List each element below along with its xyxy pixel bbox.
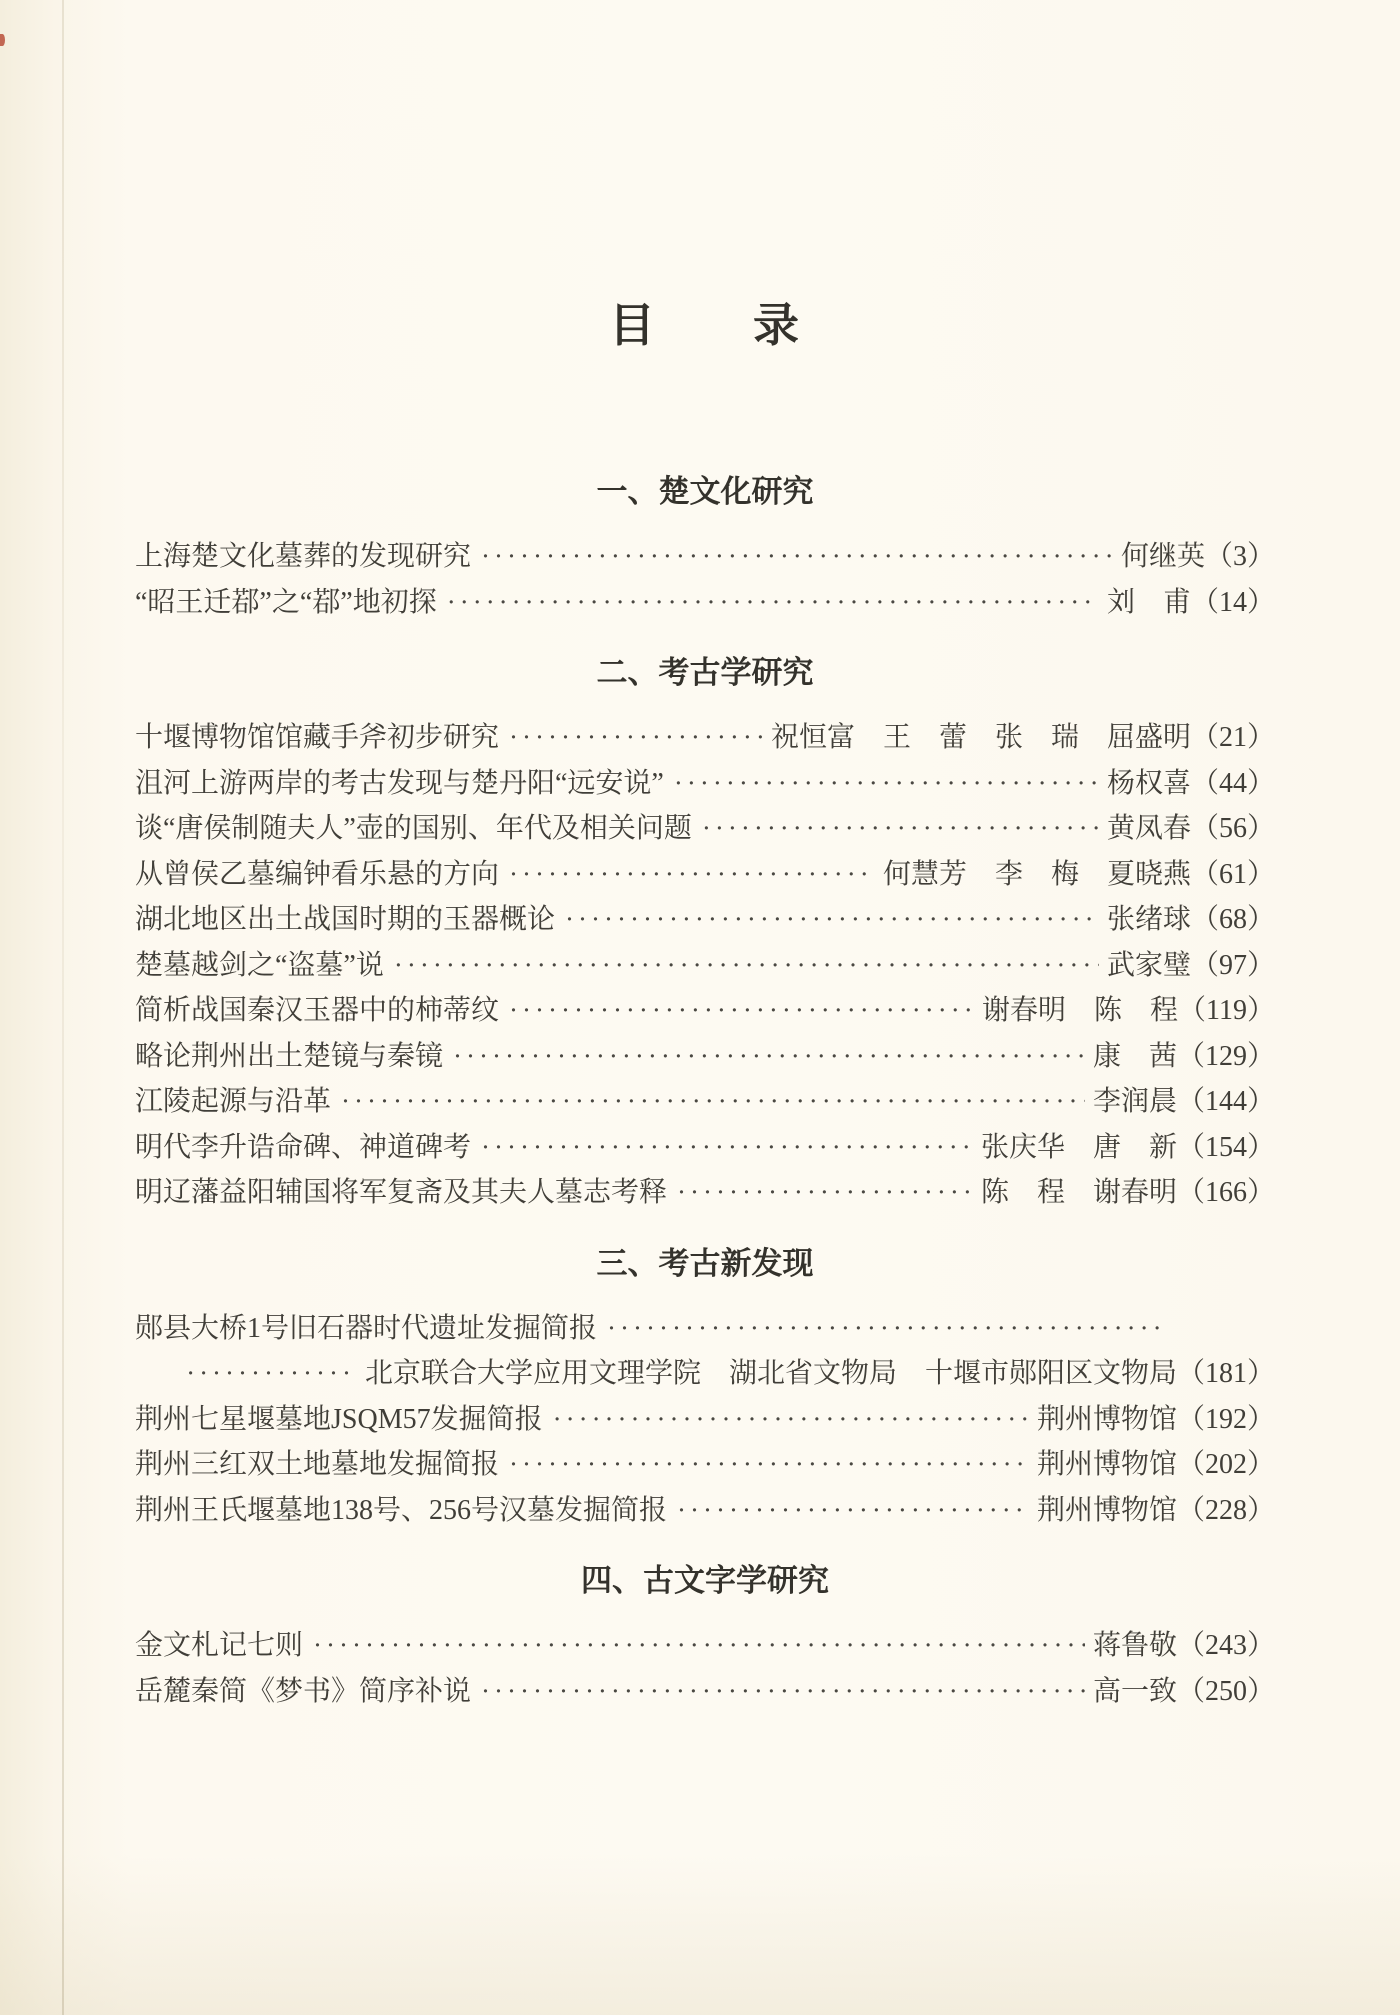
entry-authors: 荆州博物馆	[1036, 1403, 1177, 1435]
section-heading: 三、考古新发现	[596, 1245, 814, 1281]
toc-entry	[135, 1488, 1275, 1534]
entry-pageref: （202）	[1176, 1449, 1275, 1480]
entry-title: 荆州七星堰墓地JSQM57发掘简报	[135, 1403, 543, 1435]
entry-authors-page	[1107, 580, 1275, 626]
entry-title: 湖北地区出土战国时期的玉器概论	[135, 904, 556, 935]
entry-title: 谈“唐侯制随夫人”壶的国别、年代及相关问题	[135, 813, 692, 844]
leader-dots	[553, 1397, 1029, 1443]
entry-authors-page	[1093, 1034, 1275, 1080]
toc-entry	[135, 1669, 1275, 1715]
entry-authors-page	[981, 1125, 1275, 1171]
toc-entry	[135, 580, 1275, 626]
entry-pageref: （250）	[1176, 1675, 1275, 1707]
toc-entry-line2	[135, 1351, 1275, 1397]
entry-authors-page	[1037, 1488, 1275, 1534]
entry-title: 沮河上游两岸的考古发现与楚丹阳“远安说”	[135, 767, 664, 799]
entry-title: 郧县大桥1号旧石器时代遗址发掘简报	[135, 1312, 598, 1344]
entry-pageref: （192）	[1176, 1403, 1275, 1435]
entry-authors: 张绪球	[1106, 904, 1191, 935]
leader-dots	[674, 761, 1099, 807]
leader-dots	[481, 1669, 1085, 1715]
entry-authors-page	[982, 988, 1275, 1034]
leader-dots	[481, 1125, 973, 1171]
entry-title: 上海楚文化墓葬的发现研究	[135, 541, 472, 572]
entry-title: 十堰博物馆馆藏手斧初步研究	[135, 722, 500, 753]
entry-title: 明代李升诰命碑、神道碑考	[135, 1131, 472, 1163]
section-heading: 二、考古学研究	[596, 655, 814, 690]
entry-pageref: （119）	[1178, 995, 1275, 1026]
entry-pageref: （3）	[1204, 541, 1275, 572]
leader-dots	[509, 1442, 1029, 1488]
entry-authors: 康 茜	[1092, 1040, 1177, 1072]
entry-title: 岳麓秦简《梦书》简序补说	[135, 1675, 472, 1707]
entry-authors-page	[883, 852, 1275, 898]
entry-pageref: （97）	[1190, 949, 1275, 981]
toc-entry	[135, 1623, 1275, 1669]
toc-entry	[135, 1442, 1275, 1488]
section-paleography	[135, 1559, 1275, 1714]
toc-entry-line1	[135, 1306, 1275, 1352]
entry-authors: 李润晨	[1092, 1086, 1177, 1117]
entry-authors-page	[1107, 943, 1275, 989]
entry-authors-page	[1107, 806, 1275, 852]
entry-authors: 蒋鲁敬	[1092, 1630, 1177, 1661]
entry-pageref: （68）	[1190, 904, 1275, 935]
entry-authors: 何继英	[1120, 541, 1205, 572]
leader-dots	[447, 580, 1099, 626]
page-fold-crease	[62, 0, 64, 2015]
entry-pageref: （154）	[1176, 1131, 1275, 1163]
entry-title: 江陵起源与沿革	[135, 1086, 332, 1117]
entry-authors: 祝恒富 王 蕾 张 瑞 屈盛明	[770, 722, 1191, 753]
entry-pageref: （14）	[1190, 586, 1275, 618]
entry-authors-page	[1107, 897, 1275, 943]
entry-authors-page	[365, 1358, 1275, 1389]
leader-dots	[509, 715, 763, 761]
entry-authors-page	[981, 1170, 1275, 1216]
entry-authors-page	[1107, 761, 1275, 807]
entry-authors: 陈 程 谢春明	[980, 1177, 1177, 1208]
entry-pageref: （243）	[1176, 1630, 1275, 1661]
entry-pageref: （44）	[1190, 767, 1275, 799]
section-new-discoveries	[135, 1242, 1275, 1534]
entry-pageref: （166）	[1176, 1177, 1275, 1208]
leader-dots	[677, 1170, 973, 1216]
toc-entry	[135, 806, 1275, 852]
edge-red-mark	[0, 34, 5, 46]
entry-authors: 荆州博物馆	[1036, 1449, 1177, 1480]
toc-entry	[135, 897, 1275, 943]
entry-pageref: （129）	[1176, 1040, 1275, 1072]
entry-authors-page	[1093, 1669, 1275, 1715]
toc-page	[135, 0, 1275, 1714]
entry-authors: 谢春明 陈 程	[982, 995, 1179, 1026]
section-heading: 一、楚文化研究	[596, 474, 814, 509]
entry-authors-page	[1121, 534, 1275, 580]
leader-dots	[565, 897, 1099, 943]
leader-dots	[453, 1034, 1085, 1080]
entry-authors-page	[1037, 1442, 1275, 1488]
entry-authors: 刘 甫	[1106, 586, 1191, 618]
toc-entry	[135, 761, 1275, 807]
entry-authors: 北京联合大学应用文理学院 湖北省文物局 十堰市郧阳区文物局	[364, 1358, 1177, 1389]
toc-entry	[135, 852, 1275, 898]
entry-pageref: （144）	[1176, 1086, 1275, 1117]
leader-dots	[702, 806, 1099, 852]
entry-pageref: （181）	[1176, 1358, 1275, 1389]
entry-authors: 荆州博物馆	[1036, 1494, 1177, 1526]
entry-title: 从曾侯乙墓编钟看乐悬的方向	[135, 858, 500, 890]
entry-pageref: （21）	[1190, 722, 1275, 753]
toc-entry	[135, 715, 1275, 761]
toc-entry	[135, 988, 1275, 1034]
entry-authors: 黄凤春	[1106, 813, 1191, 844]
entry-title: 荆州王氏堰墓地138号、256号汉墓发掘简报	[135, 1494, 668, 1526]
section-chu-culture	[135, 470, 1275, 625]
section-archaeology-research	[135, 651, 1275, 1216]
toc-entry	[135, 534, 1275, 580]
entry-authors-page	[1093, 1623, 1275, 1669]
entry-pageref: （56）	[1190, 813, 1275, 844]
toc-entry	[135, 943, 1275, 989]
entry-authors: 武家璧	[1106, 949, 1191, 981]
entry-authors: 高一致	[1092, 1675, 1177, 1707]
entry-authors: 杨权喜	[1106, 767, 1191, 799]
leader-dots	[341, 1079, 1085, 1125]
toc-entry	[135, 1170, 1275, 1216]
entry-title: 简析战国秦汉玉器中的柿蒂纹	[135, 995, 500, 1026]
toc-entry	[135, 1079, 1275, 1125]
toc-entry	[135, 1397, 1275, 1443]
leader-dots	[394, 943, 1099, 989]
entry-title: “昭王迁鄀”之“鄀”地初探	[135, 586, 437, 618]
page-title: 目 录	[609, 300, 801, 351]
leader-dots	[509, 852, 875, 898]
entry-title: 金文札记七则	[135, 1630, 304, 1661]
entry-title: 楚墓越剑之“盗墓”说	[135, 949, 384, 981]
leader-dots	[677, 1488, 1029, 1534]
section-heading: 四、古文字学研究	[581, 1563, 829, 1598]
leader-dots	[186, 1358, 355, 1388]
entry-authors: 何慧芳 李 梅 夏晓燕	[882, 858, 1191, 890]
toc-entry	[135, 1125, 1275, 1171]
leader-dots	[481, 534, 1113, 580]
leader-dots	[607, 1306, 1163, 1352]
entry-title: 明辽藩益阳辅国将军复斋及其夫人墓志考释	[135, 1177, 668, 1208]
entry-authors-page	[1093, 1079, 1275, 1125]
toc-entry	[135, 1034, 1275, 1080]
leader-dots	[313, 1623, 1085, 1669]
entry-pageref: （61）	[1190, 858, 1275, 890]
entry-title: 荆州三红双土地墓地发掘简报	[135, 1449, 500, 1480]
entry-authors-page	[1037, 1397, 1275, 1443]
entry-pageref: （228）	[1176, 1494, 1275, 1526]
entry-authors-page	[771, 715, 1275, 761]
entry-title: 略论荆州出土楚镜与秦镜	[135, 1040, 444, 1072]
entry-authors: 张庆华 唐 新	[980, 1131, 1177, 1163]
leader-dots	[509, 988, 974, 1034]
